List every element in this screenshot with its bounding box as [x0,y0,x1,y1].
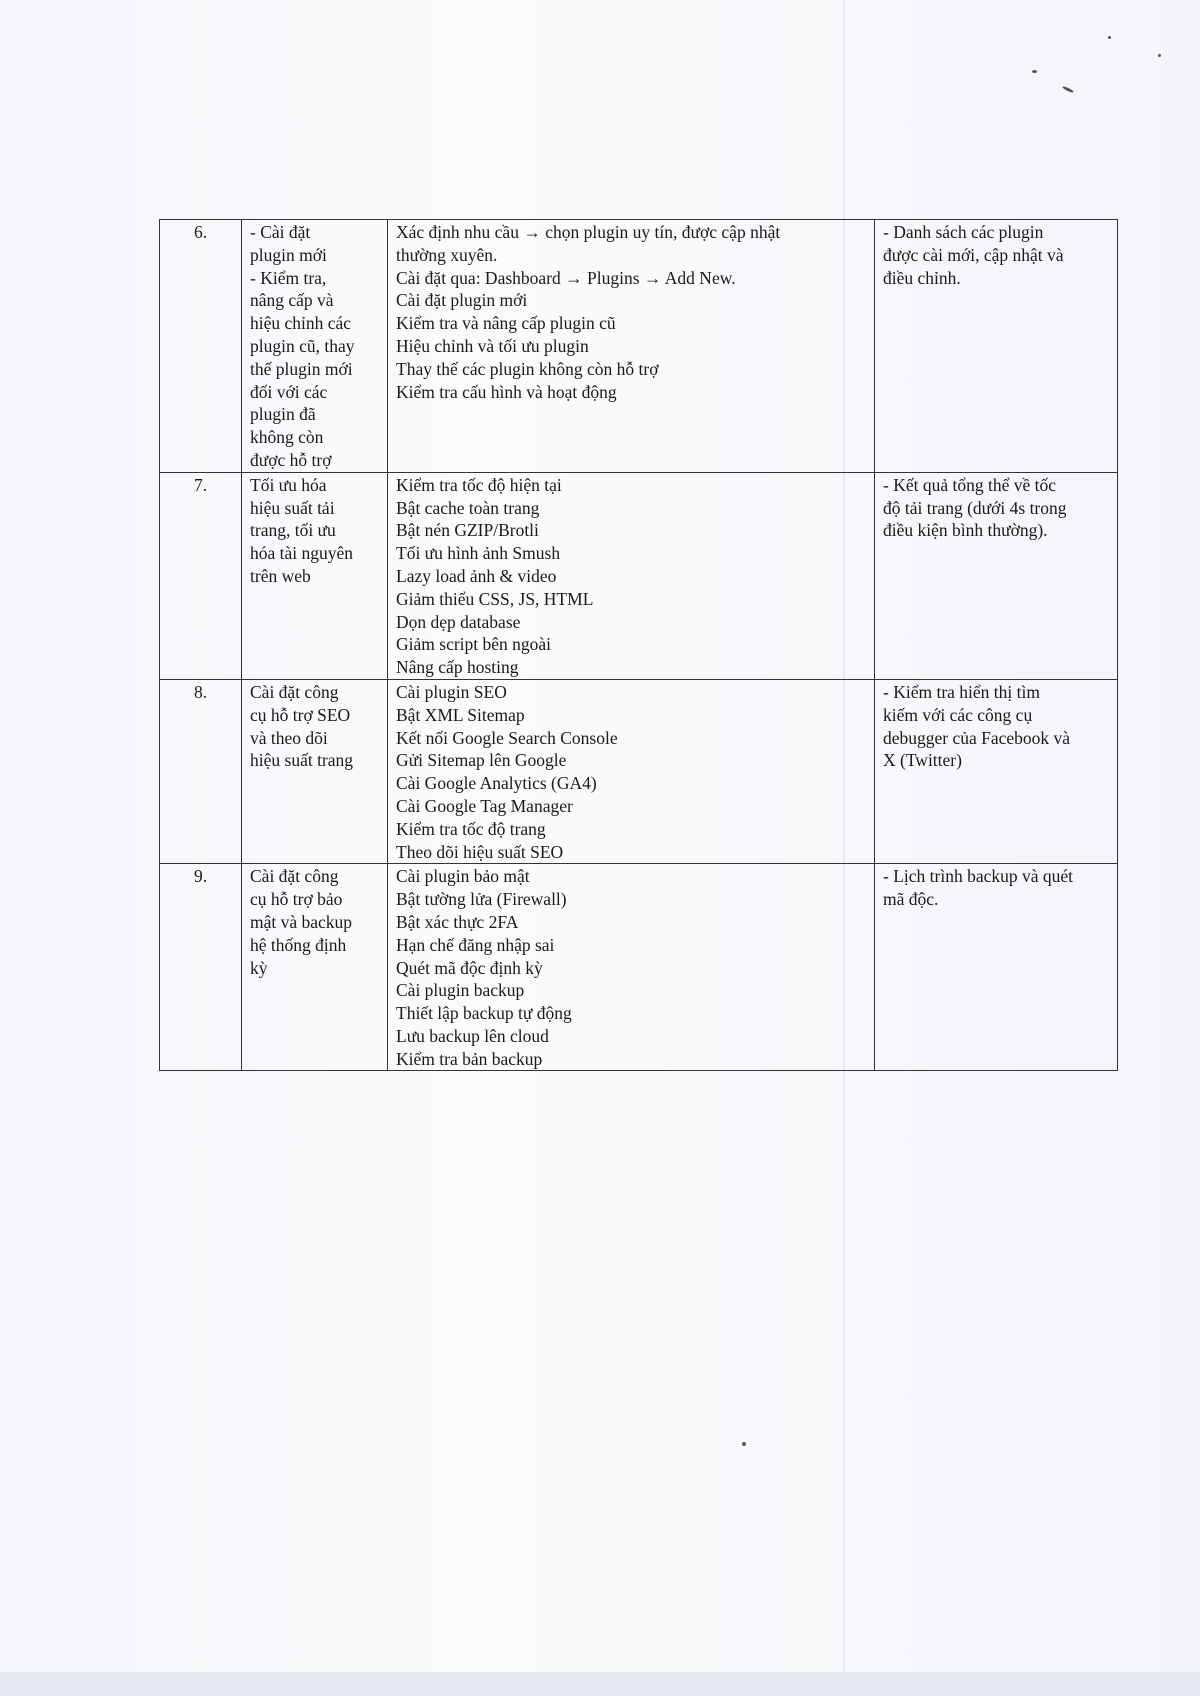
task-line: plugin đã [250,404,316,425]
step-line: Dọn dẹp database [396,611,521,632]
step-line: Giảm script bên ngoài [396,634,552,655]
step-line: Lazy load ảnh & video [396,565,557,586]
task-line: plugin cũ, thay [250,335,355,356]
step-line: Kiểm tra tốc độ hiện tại [396,474,562,495]
task-line: nâng cấp và [250,290,334,311]
step-line: Hạn chế đăng nhập sai [396,934,555,955]
task-line: cụ hỗ trợ bảo [250,889,343,910]
task-line: kỳ [250,957,268,978]
result-line: điều kiện bình thường). [883,520,1048,541]
task-line: hóa tài nguyên [250,543,354,564]
step-line: Giảm thiểu CSS, JS, HTML [396,588,594,609]
step-line: Thiết lập backup tự động [396,1003,572,1024]
task-line: không còn [250,427,324,448]
task-line: Cài đặt công [250,866,339,887]
step-line: Bật xác thực 2FA [396,911,519,932]
task-line: Cài đặt công [250,681,339,702]
table-row [160,679,1118,863]
task-line: trang, tối ưu [250,520,336,541]
task-cell [242,472,388,679]
step-line: Hiệu chỉnh và tối ưu plugin [396,335,589,356]
step-line: Cài plugin backup [396,980,525,1001]
task-line: plugin mới [250,244,327,265]
table-row [160,864,1118,1071]
step-line: Tối ưu hình ảnh Smush [396,543,561,564]
step-line: Kiểm tra bản backup [396,1048,543,1069]
steps-cell [388,679,875,863]
task-line: thế plugin mới [250,358,353,379]
steps-cell [388,864,875,1071]
row-number: 6. [160,220,242,473]
step-line: Lưu backup lên cloud [396,1025,549,1046]
row-number: 9. [160,864,242,1071]
result-cell [875,472,1118,679]
task-line: đối với các [250,381,328,402]
scan-speck [1032,70,1037,73]
task-line: hiệu suất trang [250,750,354,771]
scan-speck [1158,54,1161,57]
step-line: Cài plugin bảo mật [396,866,530,887]
step-line: Bật cache toàn trang [396,497,540,518]
step-line: Kết nối Google Search Console [396,727,618,748]
step-line: Nâng cấp hosting [396,657,519,678]
result-line: debugger của Facebook và [883,727,1071,748]
step-line: Thay thế các plugin không còn hỗ trợ [396,358,659,379]
step-line: Cài Google Tag Manager [396,795,573,816]
result-line: X (Twitter) [883,750,962,771]
task-line: mật và backup [250,911,353,932]
result-cell [875,679,1118,863]
step-line: Cài plugin SEO [396,681,507,702]
task-line: hiệu suất tải [250,497,335,518]
result-line: - Kiểm tra hiển thị tìm [883,681,1040,702]
task-cell [242,220,388,473]
task-cell [242,864,388,1071]
result-line: độ tải trang (dưới 4s trong [883,497,1067,518]
scan-speck [1108,36,1111,39]
task-line: được hỗ trợ [250,449,332,470]
task-line: - Cài đặt [250,222,311,242]
result-line: - Danh sách các plugin [883,222,1044,242]
result-cell [875,220,1118,473]
row-number: 7. [160,472,242,679]
step-line: Cài đặt qua: Dashboard → Plugins → Add New. [396,267,736,288]
task-line: - Kiểm tra, [250,267,327,288]
scan-speck [742,1442,746,1446]
result-line: được cài mới, cập nhật và [883,244,1064,265]
step-line: Bật XML Sitemap [396,704,525,725]
result-line: - Kết quả tổng thể về tốc [883,474,1057,495]
step-line: Kiểm tra tốc độ trang [396,818,546,839]
task-line: hiệu chỉnh các [250,313,352,334]
steps-cell [388,220,875,473]
task-cell [242,679,388,863]
step-line: Cài đặt plugin mới [396,290,528,311]
step-line: Gửi Sitemap lên Google [396,750,567,771]
step-line: thường xuyên. [396,244,498,265]
row-number: 8. [160,679,242,863]
task-line: trên web [250,565,311,586]
step-line: Cài Google Analytics (GA4) [396,773,597,794]
scan-bottom-edge [0,1672,1200,1696]
steps-cell [388,472,875,679]
task-line: hệ thống định [250,934,347,955]
step-line: Quét mã độc định kỳ [396,957,543,978]
task-table-body [160,220,1118,1071]
task-line: Tối ưu hóa [250,474,327,495]
step-line: Bật tường lửa (Firewall) [396,889,567,910]
result-line: mã độc. [883,889,939,910]
result-line: - Lịch trình backup và quét [883,866,1074,887]
table-row [160,220,1118,473]
step-line: Theo dõi hiệu suất SEO [396,841,564,862]
result-line: kiếm với các công cụ [883,704,1033,725]
result-cell [875,864,1118,1071]
task-line: cụ hỗ trợ SEO [250,704,351,725]
task-table [159,219,1118,1071]
table-row [160,472,1118,679]
task-line: và theo dõi [250,727,328,748]
step-line: Kiểm tra cấu hình và hoạt động [396,381,617,402]
step-line: Bật nén GZIP/Brotli [396,520,539,541]
step-line: Kiểm tra và nâng cấp plugin cũ [396,313,616,334]
result-line: điều chỉnh. [883,267,961,288]
step-line: Xác định nhu cầu → chọn plugin uy tín, được cập nhật [396,222,781,242]
